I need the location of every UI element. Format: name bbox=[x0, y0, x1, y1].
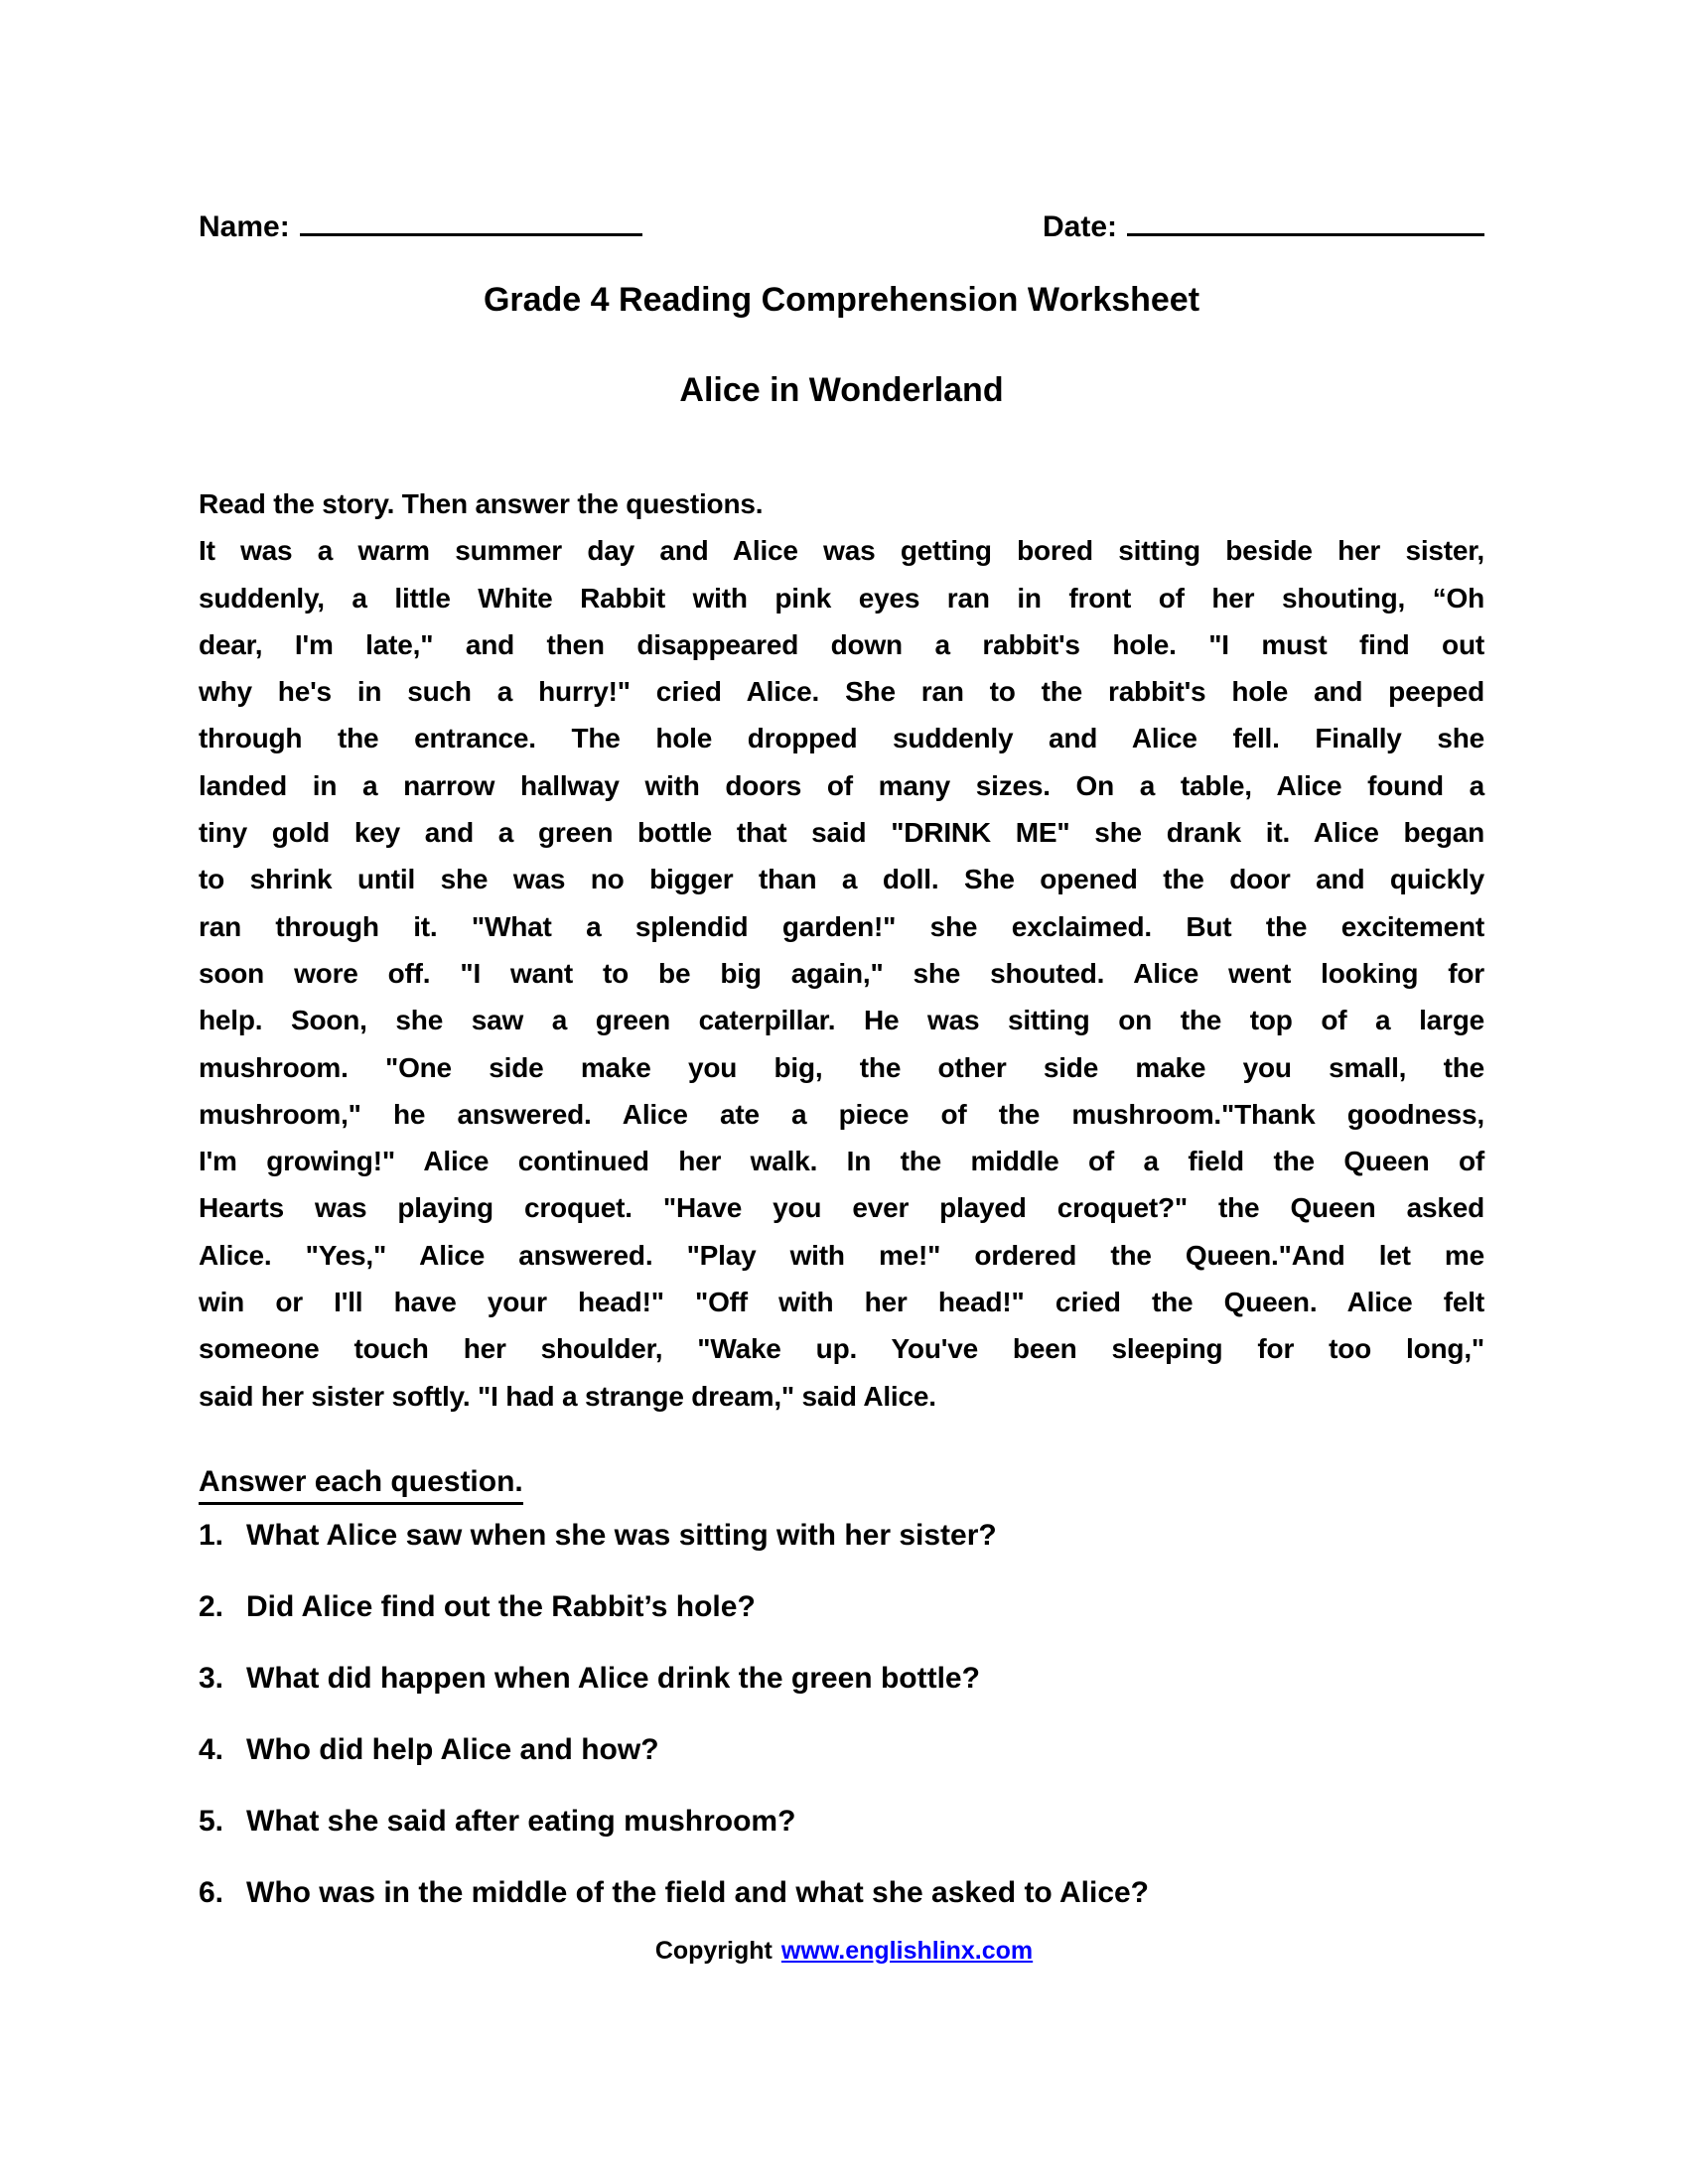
question-item bbox=[199, 1876, 1484, 1910]
story-block bbox=[199, 480, 1484, 1420]
date-field bbox=[1043, 205, 1484, 243]
name-blank-line bbox=[300, 205, 642, 236]
date-blank-line bbox=[1127, 205, 1484, 236]
name-label: Name: bbox=[199, 209, 290, 243]
header-row bbox=[199, 205, 1484, 243]
footer bbox=[0, 1936, 1688, 1966]
story-line: said her sister softly. "I had a strange dream," said Alice. bbox=[199, 1380, 936, 1412]
question-text: What did happen when Alice drink the green bottle? bbox=[246, 1662, 980, 1695]
question-number: 3. bbox=[199, 1662, 224, 1695]
story-line: why he's in such a hurry!" cried Alice. She ran to the rabbit's hole and peeped bbox=[199, 676, 1484, 708]
question-item bbox=[199, 1805, 1484, 1839]
story-line: soon wore off. "I want to be big again," she shouted. Alice went looking for bbox=[199, 957, 1484, 989]
question-item bbox=[199, 1733, 1484, 1767]
questions-list bbox=[199, 1519, 1484, 1948]
story-line: tiny gold key and a green bottle that said "DRINK ME" she drank it. Alice began bbox=[199, 817, 1484, 849]
story-line: suddenly, a little White Rabbit with pink eyes ran in front of her shouting, “Oh bbox=[199, 582, 1484, 614]
answer-heading bbox=[199, 1465, 523, 1505]
story-line: dear, I'm late," and then disappeared down a rabbit's hole. "I must find out bbox=[199, 628, 1484, 660]
question-text: What Alice saw when she was sitting with her sister? bbox=[246, 1519, 997, 1552]
story-title: Alice in Wonderland bbox=[679, 371, 1004, 409]
question-number: 2. bbox=[199, 1590, 224, 1623]
page-title: Grade 4 Reading Comprehension Worksheet bbox=[483, 281, 1200, 319]
story-line: It was a warm summer day and Alice was getting bored sitting beside her sister, bbox=[199, 535, 1484, 567]
story-line: to shrink until she was no bigger than a doll. She opened the door and quickly bbox=[199, 864, 1484, 895]
question-number: 6. bbox=[199, 1876, 224, 1909]
story-lines bbox=[199, 527, 1484, 1420]
story-line: mushroom," he answered. Alice ate a piece of the mushroom."Thank goodness, bbox=[199, 1098, 1484, 1130]
question-text: Who did help Alice and how? bbox=[246, 1733, 659, 1766]
story-line: Alice. "Yes," Alice answered. "Play with me!" ordered the Queen."And let me bbox=[199, 1239, 1484, 1271]
question-number: 4. bbox=[199, 1733, 224, 1766]
story-line: I'm growing!" Alice continued her walk. In the middle of a field the Queen of bbox=[199, 1146, 1484, 1177]
instructions: Read the story. Then answer the questions. bbox=[199, 488, 764, 519]
question-number: 5. bbox=[199, 1805, 224, 1838]
question-text: Who was in the middle of the field and what she asked to Alice? bbox=[246, 1876, 1150, 1909]
story-line: win or I'll have your head!" "Off with her head!" cried the Queen. Alice felt bbox=[199, 1287, 1484, 1318]
story-line: through the entrance. The hole dropped suddenly and Alice fell. Finally she bbox=[199, 723, 1484, 754]
story-line: Hearts was playing croquet. "Have you ever played croquet?" the Queen asked bbox=[199, 1192, 1484, 1224]
question-text: What she said after eating mushroom? bbox=[246, 1805, 796, 1838]
question-item bbox=[199, 1590, 1484, 1624]
question-item bbox=[199, 1519, 1484, 1553]
copyright-label: Copyright bbox=[654, 1937, 773, 1965]
story-line: someone touch her shoulder, "Wake up. You've been sleeping for too long," bbox=[199, 1333, 1484, 1365]
date-label: Date: bbox=[1042, 209, 1117, 243]
story-line: mushroom. "One side make you big, the other side make you small, the bbox=[199, 1051, 1484, 1083]
name-field bbox=[199, 205, 642, 243]
question-text: Did Alice find out the Rabbit’s hole? bbox=[246, 1590, 756, 1623]
question-number: 1. bbox=[199, 1519, 224, 1552]
story-line: help. Soon, she saw a green caterpillar. He was sitting on the top of a large bbox=[199, 1005, 1484, 1036]
answer-heading-text: Answer each question. bbox=[199, 1465, 523, 1505]
story-line: ran through it. "What a splendid garden!" she exclaimed. But the excitement bbox=[199, 910, 1484, 942]
story-line: landed in a narrow hallway with doors of many sizes. On a table, Alice found a bbox=[199, 769, 1484, 801]
copyright-link[interactable]: www.englishlinx.com bbox=[780, 1937, 1034, 1965]
question-item bbox=[199, 1662, 1484, 1696]
